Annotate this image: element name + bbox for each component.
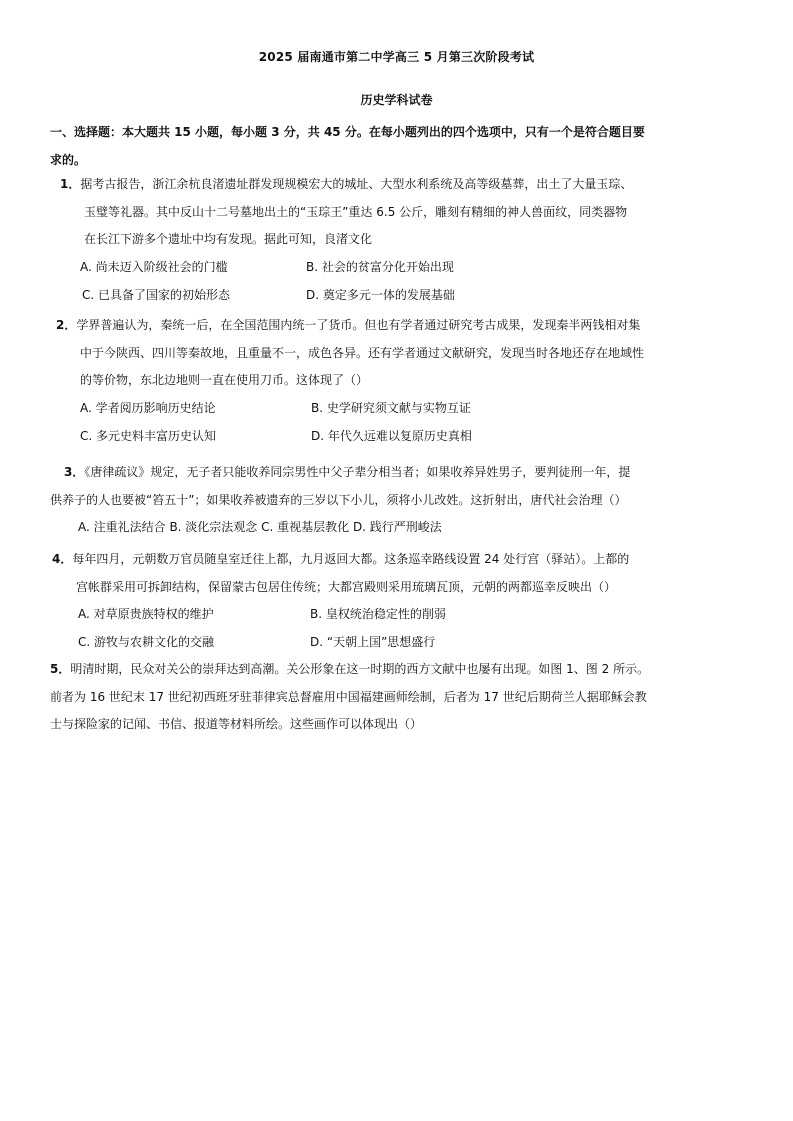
question-3 xyxy=(50,459,742,542)
question-4-line-2: 宫帐群采用可拆卸结构，保留蒙古包居住传统；大都宫殿则采用琉璃瓦顶，元朝的两都巡幸反映出（） xyxy=(76,579,617,594)
question-3-line-1 xyxy=(50,459,742,487)
question-1-option-d[interactable]: D. 奠定多元一体的发展基础 xyxy=(306,287,455,302)
question-3-line-2: 供养子的人也要被“笞五十”；如果收养被遗弃的三岁以下小儿，须将小儿改姓。这折射出，唐代社会治理（） xyxy=(50,492,627,507)
question-5-line-1 xyxy=(50,656,742,684)
question-2-options-row-1 xyxy=(56,395,740,423)
question-4-options-row-1 xyxy=(52,601,740,629)
question-1-number: 1． xyxy=(60,177,81,191)
question-2-text-1: 学界普遍认为，秦统一后，在全国范围内统一了货币。但也有学者通过研究考古成果，发现秦半两钱相对集 xyxy=(76,318,641,332)
question-3-number: 3． xyxy=(64,465,85,479)
question-4-options-row-2 xyxy=(52,629,740,657)
question-1-line-1 xyxy=(60,171,740,199)
question-4-option-c[interactable]: C. 游牧与农耕文化的交融 xyxy=(78,635,215,649)
question-2-line-3: 的等价物，东北边地则一直在使用刀币。这体现了（） xyxy=(80,373,369,387)
question-5-line-2: 前者为 16 世纪末 17 世纪初西班牙驻菲律宾总督雇用中国福建画师绘制，后者为 17 世纪后期荷兰人据耶稣会教 xyxy=(50,689,647,704)
question-2-line-1 xyxy=(56,312,740,340)
question-5-number: 5． xyxy=(50,662,71,676)
question-1-line-2: 玉璧等礼器。其中反山十二号墓地出土的“玉琮王”重达 6.5 公斤，雕刻有精细的神人兽面纹，同类器物 xyxy=(84,204,628,219)
question-3-text-1: 《唐律疏议》规定，无子者只能收养同宗男性中父子辈分相当者；如果收养异姓男子，要判徒刑一年，提 xyxy=(84,465,631,479)
question-1-text-1: 据考古报告，浙江余杭良渚遗址群发现规模宏大的城址、大型水利系统及高等级墓葬，出土了大量玉琮、 xyxy=(80,177,633,191)
question-4-option-b[interactable]: B. 皇权统治稳定性的削弱 xyxy=(310,607,446,621)
question-2-option-a[interactable]: A. 学者阅历影响历史结论 xyxy=(80,400,216,415)
question-1-line-3: 在长江下游多个遗址中均有发现。据此可知，良渚文化 xyxy=(84,232,373,246)
question-1-option-c[interactable]: C. 已具备了国家的初始形态 xyxy=(82,287,231,302)
question-2-option-c[interactable]: C. 多元史料丰富历史认知 xyxy=(80,428,217,443)
question-1-option-b[interactable]: B. 社会的贫富分化开始出现 xyxy=(306,259,454,274)
question-2-options-row-2 xyxy=(56,423,740,451)
question-2 xyxy=(56,312,740,451)
question-1-options-row-1 xyxy=(60,254,740,282)
question-3-options[interactable]: A. 注重礼法结合 B. 淡化宗法观念 C. 重视基层教化 D. 践行严刑峻法 xyxy=(78,520,442,534)
question-5-text-1: 明清时期，民众对关公的崇拜达到高潮。关公形象在这一时期的西方文献中也屡有出现。如图 1、图 2 所示。 xyxy=(70,662,650,676)
exam-title: 2025 届南通市第二中学高三 5 月第三次阶段考试 xyxy=(258,50,535,64)
question-4-option-a[interactable]: A. 对草原贵族特权的维护 xyxy=(78,607,214,621)
question-5-line-3: 士与探险家的记闻、书信、报道等材料所绘。这些画作可以体现出（） xyxy=(50,717,423,731)
question-4-line-1 xyxy=(52,546,740,574)
question-4-option-d[interactable]: D. “天朝上国”思想盛行 xyxy=(310,635,436,649)
section-heading xyxy=(50,118,742,174)
section-heading-line-2: 求的。 xyxy=(50,153,87,167)
question-4-number: 4． xyxy=(52,552,73,566)
question-2-line-2: 中于今陕西、四川等秦故地，且重量不一，成色各异。还有学者通过文献研究，发现当时各地还存在地域性 xyxy=(80,345,645,360)
question-1 xyxy=(60,171,740,310)
exam-subtitle: 历史学科试卷 xyxy=(360,93,433,107)
question-4-text-1: 每年四月，元朝数万官员随皇室迁往上都，九月返回大都。这条巡幸路线设置 24 处行宫（驿站）。上都的 xyxy=(72,552,630,566)
question-2-option-b[interactable]: B. 史学研究须文献与实物互证 xyxy=(311,400,471,415)
question-1-option-a[interactable]: A. 尚未迈入阶级社会的门槛 xyxy=(80,259,228,274)
question-2-option-d[interactable]: D. 年代久远难以复原历史真相 xyxy=(311,428,472,443)
question-2-number: 2． xyxy=(56,318,77,332)
question-5 xyxy=(50,656,742,739)
question-4 xyxy=(52,546,740,657)
question-1-options-row-2 xyxy=(60,282,740,310)
section-heading-line-1: 一、选择题：本大题共 15 小题，每小题 3 分，共 45 分。在每小题列出的四个选项中，只有一个是符合题目要 xyxy=(50,125,645,139)
